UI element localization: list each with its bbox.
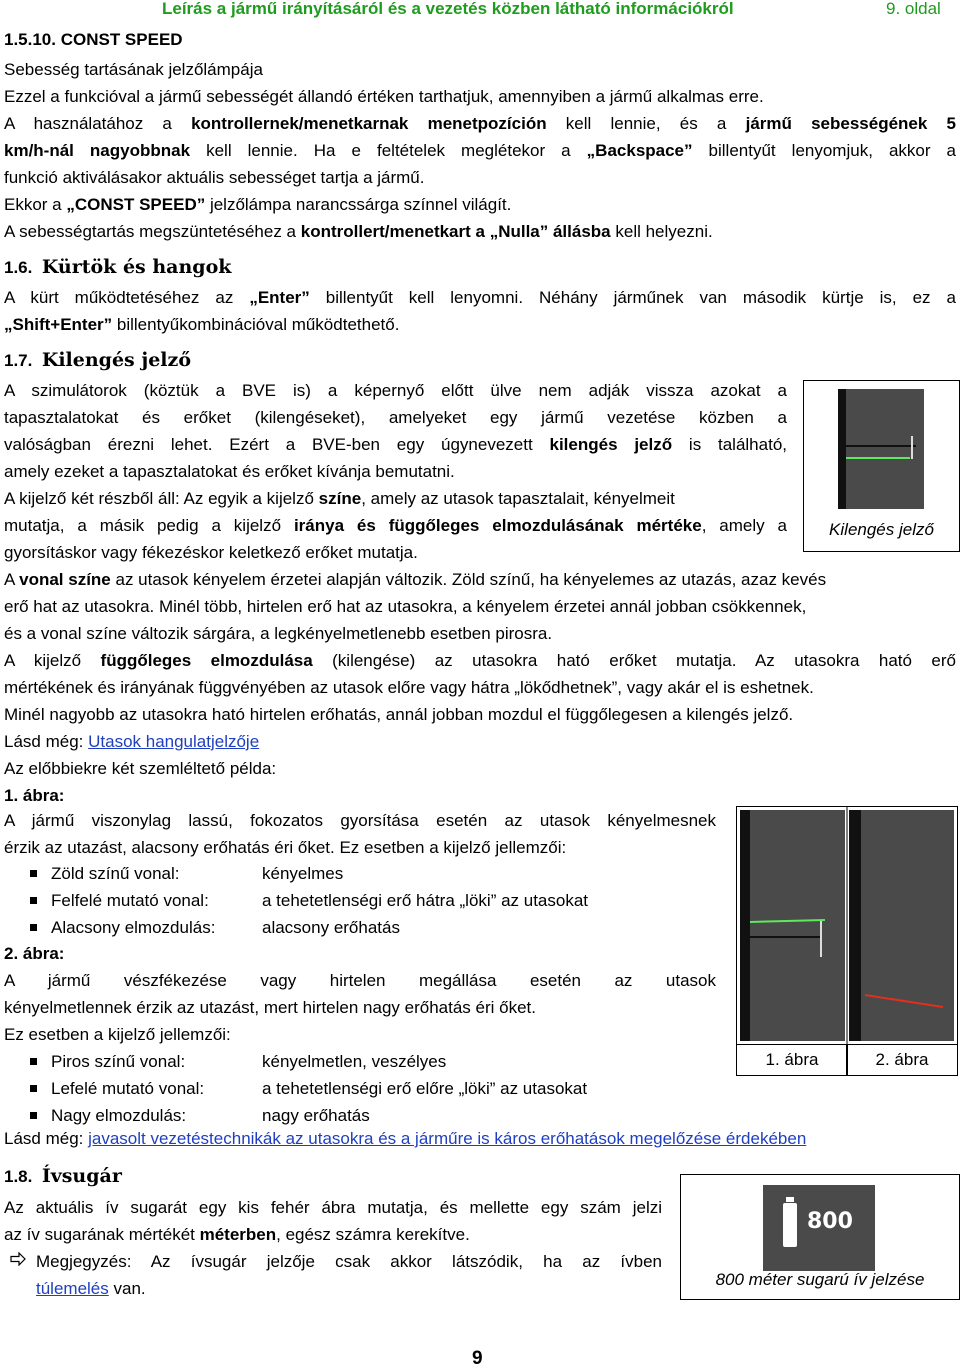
sway-examples-table: [736, 806, 958, 1076]
sway-examples-images: [736, 806, 958, 1045]
see-also-techniques: Lásd még: javasolt vezetéstechnikák az utasokra és a járműre is káros erőhatások megelőzése érdekében: [4, 1129, 807, 1148]
example-2-item-1: Piros színű vonal:: [30, 1049, 185, 1075]
examples-intro: Az előbbiekre két szemléltető példa:: [4, 759, 277, 778]
sway-indicator-figure: [803, 380, 960, 552]
const-speed-line-1: Ezzel a funkcióval a jármű sebességét állandó értéken tarthatjuk, amennyiben a jármű alkalmas erre.: [4, 87, 764, 106]
sway-p4-line-3: Minél nagyobb az utasokra ható hirtelen erőhatás, annál jobban mozdul el függőlegesen a kilengés jelző.: [4, 705, 794, 724]
example-1-line-1: A jármű viszonylag lassú, fokozatos gyorsítása esetén az utasok kényelmesnek: [4, 811, 716, 830]
const-speed-line-5: Ekkor a „CONST SPEED” jelzőlámpa narancssárga színnel világít.: [4, 195, 512, 214]
sway-p3-line-1: A vonal színe az utasok kényelem érzetei alapján változik. Zöld színű, ha kényelemes az utazás, azaz kevés: [4, 570, 827, 589]
example-2-item-3-value: nagy erőhatás: [262, 1106, 370, 1125]
page-number: 9: [472, 1348, 483, 1369]
const-speed-line-4: funkció aktiválásakor aktuális sebességet tartja a jármű.: [4, 168, 425, 187]
example-1-item-2: Felfelé mutató vonal:: [30, 888, 209, 914]
sway-p2-line-2: mutatja, a másik pedig a kijelző iránya és függőleges elmozdulásának mértéke, amely a: [4, 516, 787, 535]
const-speed-line-3: km/h-nál nagyobbnak kell lennie. Ha e feltételek meglétekor a „Backspace” billentyűt lenyomjuk, akkor a: [4, 141, 956, 160]
sway-indicator-image: [804, 381, 959, 516]
example-1-item-3: Alacsony elmozdulás:: [30, 915, 215, 941]
heading-horns: 1.6. Kürtök és hangok: [4, 256, 232, 278]
sway-p4-line-2: mértékének és irányának függvényében az utasok előre vagy hátra „lökődhetnek”, vagy akár el is eshetnek.: [4, 678, 814, 697]
sway-display-left-bar: [838, 389, 846, 509]
link-passenger-mood[interactable]: Utasok hangulatjelzője: [88, 732, 260, 751]
heading-const-speed: 1.5.10. CONST SPEED: [4, 30, 183, 49]
curve-line-1: Az aktuális ív sugarát egy kis fehér ábra mutatja, és mellette egy szám jelzi: [4, 1198, 662, 1217]
example-2-item-3: Nagy elmozdulás:: [30, 1103, 186, 1129]
sway-p2-line-3: gyorsításkor vagy fékezéskor keletkező erőket mutatja.: [4, 543, 418, 562]
sway-p3-line-3: és a vonal színe változik sárgára, a legkényelmetlenebb esetben pirosra.: [4, 624, 553, 643]
example-2-label: 2. ábra:: [4, 944, 65, 963]
figure-label-2: 2. ábra: [846, 1044, 958, 1076]
link-driving-techniques[interactable]: javasolt vezetéstechnikák az utasokra és a járműre is káros erőhatások megelőzése érdekében: [88, 1129, 807, 1148]
horns-line-2: „Shift+Enter” billentyűkombinációval működtethető.: [4, 315, 400, 334]
curve-radius-icon: [783, 1203, 797, 1247]
link-superelevation[interactable]: túlemelés: [36, 1279, 109, 1298]
example-1-item-2-value: a tehetetlenségi erő hátra „löki” az utasokat: [262, 891, 589, 910]
example-2-item-2: Lefelé mutató vonal:: [30, 1076, 204, 1102]
sway-p4-line-1: A kijelző függőleges elmozdulása (kilengése) az utasokra ható erőket mutatja. Az utasokra ható erő: [4, 651, 956, 670]
example-1-item-1: Zöld színű vonal:: [30, 861, 180, 887]
heading-sway-indicator: 1.7. Kilengés jelző: [4, 349, 191, 371]
sway-p3-line-2: erő hat az utasokra. Minél több, hirtelen erő hat az utasokra, a kényelem érzetei annál jobban csökkennek,: [4, 597, 807, 616]
see-also-mood: Lásd még: Utasok hangulatjelzője: [4, 732, 260, 751]
sway-p1-line-3: valóságban érezni lehet. Ezért a BVE-ben egy úgynevezett kilengés jelző is található,: [4, 435, 787, 454]
curve-radius-caption: 800 méter sugarú ív jelzése: [715, 1270, 925, 1289]
sway-p2-line-1: A kijelző két részből áll: Az egyik a kijelző színe, amely az utasok tapasztalait, kényelmeit: [4, 489, 675, 508]
const-speed-line-6: A sebességtartás megszüntetéséhez a kontrollert/menetkart a „Nulla” állásba kell helyezni.: [4, 222, 713, 241]
sway-p1-line-4: amely ezeket a tapasztalatokat és erőket kívánja bemutatni.: [4, 462, 455, 481]
header-title: Leírás a jármű irányításáról és a vezetés közben látható információkról: [162, 0, 734, 18]
note-line-2: túlemelés van.: [36, 1279, 146, 1298]
example-2-item-2-value: a tehetetlenségi erő előre „löki” az utasokat: [262, 1079, 588, 1098]
sway-p1-line-1: A szimulátorok (köztük a BVE is) a képernyő előtt ülve nem adják vissza azokat a: [4, 381, 787, 400]
horns-line-1: A kürt működtetéséhez az „Enter” billentyűt kell lenyomni. Néhány járműnek van második kürtje is, ez a: [4, 288, 956, 307]
example-2-line-2: kényelmetlennek érzik az utazást, mert hirtelen nagy erőhatás éri őket.: [4, 998, 536, 1017]
sway-p1-line-2: tapasztalatokat és erőket (kilengéseket), amelyeket egy jármű vezetése közben a: [4, 408, 787, 427]
example-1-item-3-value: alacsony erőhatás: [262, 918, 400, 937]
example-2-line-3: Ez esetben a kijelző jellemzői:: [4, 1025, 231, 1044]
figure-label-1: 1. ábra: [736, 1044, 848, 1076]
curve-radius-value: 800: [807, 1209, 853, 1234]
curve-radius-figure: [680, 1174, 960, 1300]
example-2-item-1-value: kényelmetlen, veszélyes: [262, 1052, 447, 1071]
note-arrow-icon: [10, 1252, 26, 1266]
note-line-1: Megjegyzés: Az ívsugár jelzője csak akkor látszódik, ha az ívben: [36, 1252, 662, 1271]
heading-curve-radius: 1.8. Ívsugár: [4, 1165, 122, 1187]
example-1-line-2: érzik az utazást, alacsony erőhatás éri őket. Ez esetben a kijelző jellemzői:: [4, 838, 567, 857]
example-1-display: [740, 810, 845, 1041]
curve-radius-display: [763, 1185, 875, 1271]
const-speed-line-2: A használatához a kontrollernek/menetkarnak menetpozíción kell lennie, és a jármű sebességének 5: [4, 114, 956, 133]
example-1-item-1-value: kényelmes: [262, 864, 344, 883]
example-1-label: 1. ábra:: [4, 786, 65, 805]
example-2-left-bar: [849, 810, 861, 1041]
curve-line-2: az ív sugarának mértékét méterben, egész számra kerekítve.: [4, 1225, 470, 1244]
header-page: 9. oldal: [886, 0, 941, 18]
example-2-line-1: A jármű vészfékezése vagy hirtelen megállása esetén az utasok: [4, 971, 716, 990]
sway-figure-caption: Kilengés jelző: [829, 520, 934, 539]
const-speed-subtitle: Sebesség tartásának jelzőlámpája: [4, 60, 263, 79]
example-1-left-bar: [740, 810, 750, 1041]
